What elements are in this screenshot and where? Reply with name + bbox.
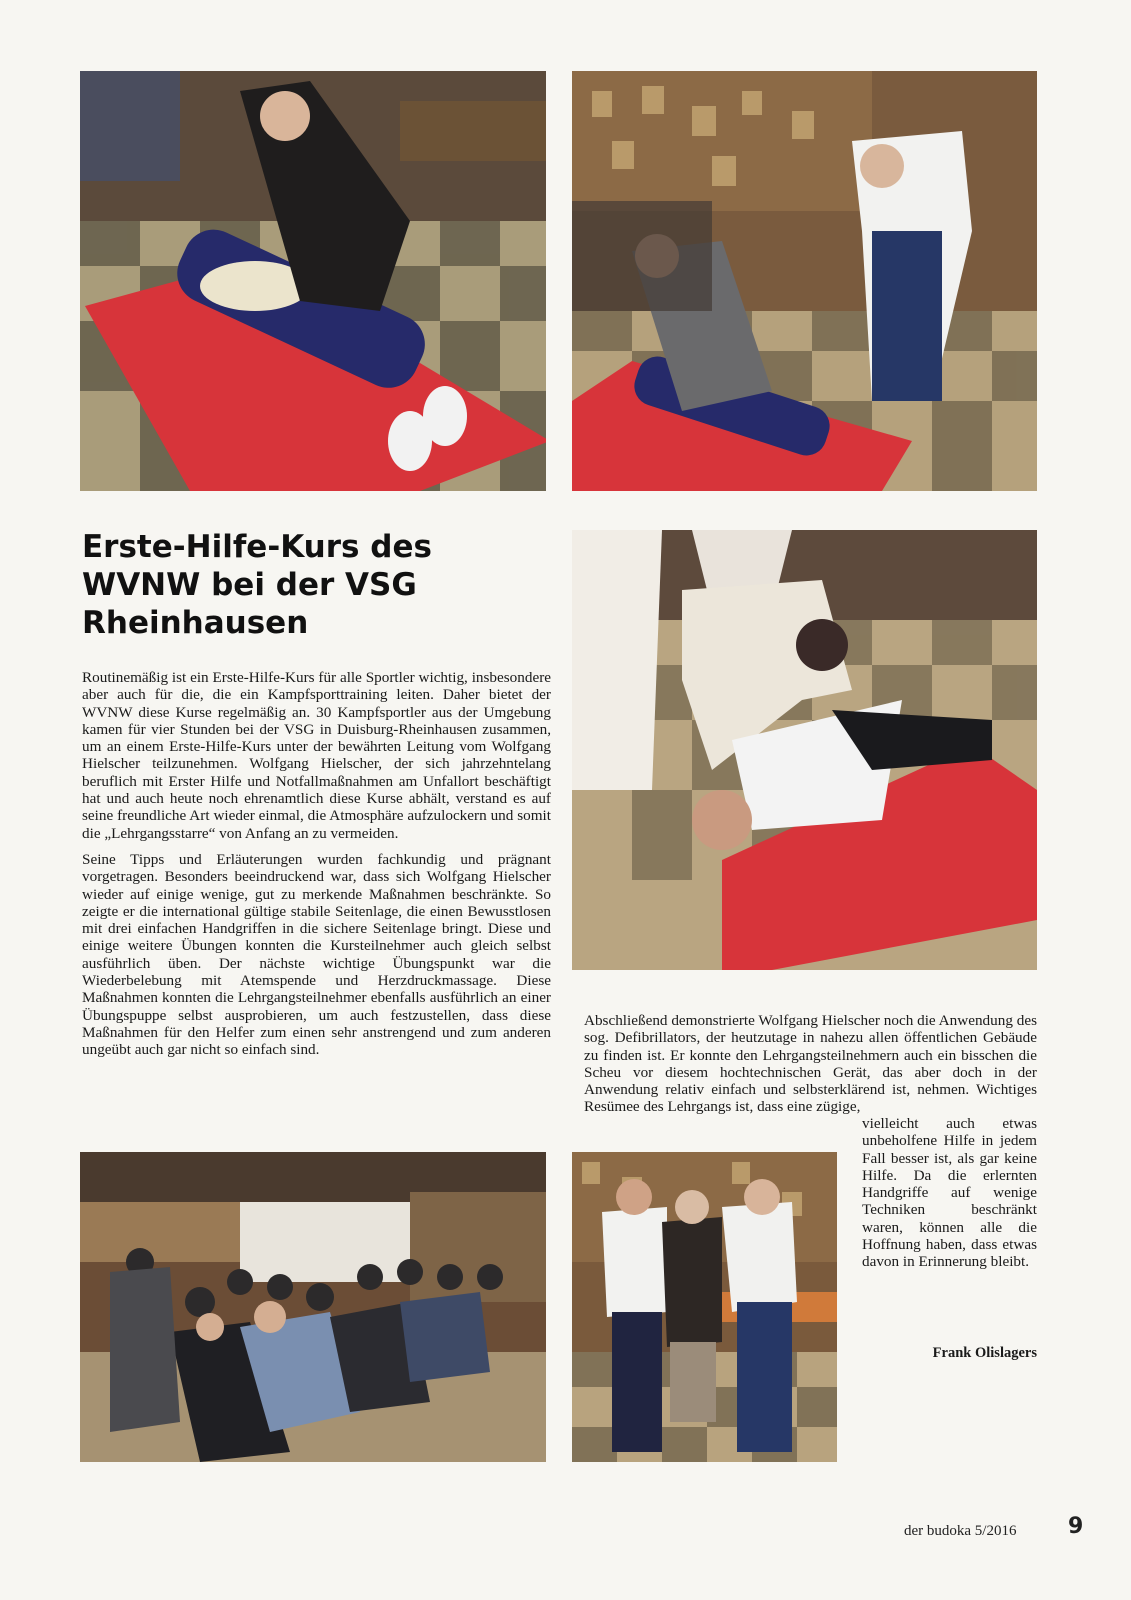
article-body-narrow-column (862, 1115, 1037, 1280)
author-byline: Frank Olislagers (932, 1345, 1037, 1361)
article-headline: Erste-Hilfe-Kurs des WVNW bei der VSG Rheinhausen (82, 529, 432, 641)
photo-conversation (572, 1152, 837, 1462)
photo-cpr-training-left (80, 71, 546, 491)
article-body-left-column (82, 669, 551, 1068)
photo-cpr-instructor-right (572, 71, 1037, 491)
article-paragraph: vielleicht auch etwas unbeholfene Hilfe in jedem Fall besser ist, als gar keine Hilfe. Da die erlernten Handgriffe auf wenige Techniken beschränkt waren, können alle die Hoffnung haben, dass etwas davon in Erinnerung bleibt. (862, 1115, 1037, 1271)
photo-recovery-position-demo (572, 530, 1037, 970)
photo-audience (80, 1152, 546, 1462)
article-paragraph: Abschließend demonstrierte Wolfgang Hielscher noch die Anwendung des sog. Defibrillators, der heutzutage in nahezu allen öffentlichen Gebäude zu finden ist. Er konnte den Lehrgangsteilnehmern auch ein bisschen die Scheu vor diesem hochtechnischen Gerät, das aber doch in der Anwendung relativ einfach und selbsterklärend ist, nehmen. Wichtiges Resümee des Lehrgangs ist, dass eine zügige, (584, 1012, 1037, 1116)
footer-magazine-issue: der budoka 5/2016 (904, 1523, 1017, 1539)
article-paragraph: Seine Tipps und Erläuterungen wurden fachkundig und prägnant vorgetragen. Besonders beeindruckend war, dass sich Wolfgang Hielscher wieder auf einige wenige, gut zu merkende Maßnahmen beschränkte. So zeigte er die international gültige stabile Seitenlage, die einen Bewusstlosen mit drei einfachen Handgriffen in die sichere Seitenlage bringt. Diese und einige weitere Übungen konnten die Kursteilnehmer auch gleich selbst ausführlich üben. Der nächste wichtige Übungspunkt war die Wiederbelebung mit Atemspende und Herzdruckmassage. Diese Maßnahmen konnten die Lehrgangsteilnehmer ebenfalls ausführlich an einer Übungspuppe selbst ausprobieren, um auch festzustellen, dass diese Maßnahmen für den Helfer zum einen sehr anstrengend und zum anderen ungeübt auch gar nicht so einfach sind. (82, 850, 551, 1059)
article-body-right-column (584, 1012, 1037, 1125)
article-paragraph: Routinemäßig ist ein Erste-Hilfe-Kurs für alle Sportler wichtig, insbesondere aber auch für die, die ein Kampfsporttraining leiten. Daher bietet der WVNW diese Kurse regelmäßig an. 30 Kampfsportler aus der Umgebung kamen für vier Stunden bei der VSG in Duisburg-Rheinhausen zusammen, um an einem Erste-Hilfe-Kurs unter der bewährten Leitung vom Wolfgang Hielscher teilzunehmen. Wolfgang Hielscher, der sich jahrzehntelang beruflich mit Erster Hilfe und Notfallmaßnahmen am Unfallort beschäftigt hat und auch heute noch ehrenamtlich diese Kurse abhält, verstand es auf seine freundliche Art wieder einmal, die Atmosphäre aufzulockern und somit die „Lehrgangsstarre“ von Anfang an zu vermeiden. (82, 669, 551, 842)
footer-page-number: 9 (1068, 1514, 1084, 1539)
